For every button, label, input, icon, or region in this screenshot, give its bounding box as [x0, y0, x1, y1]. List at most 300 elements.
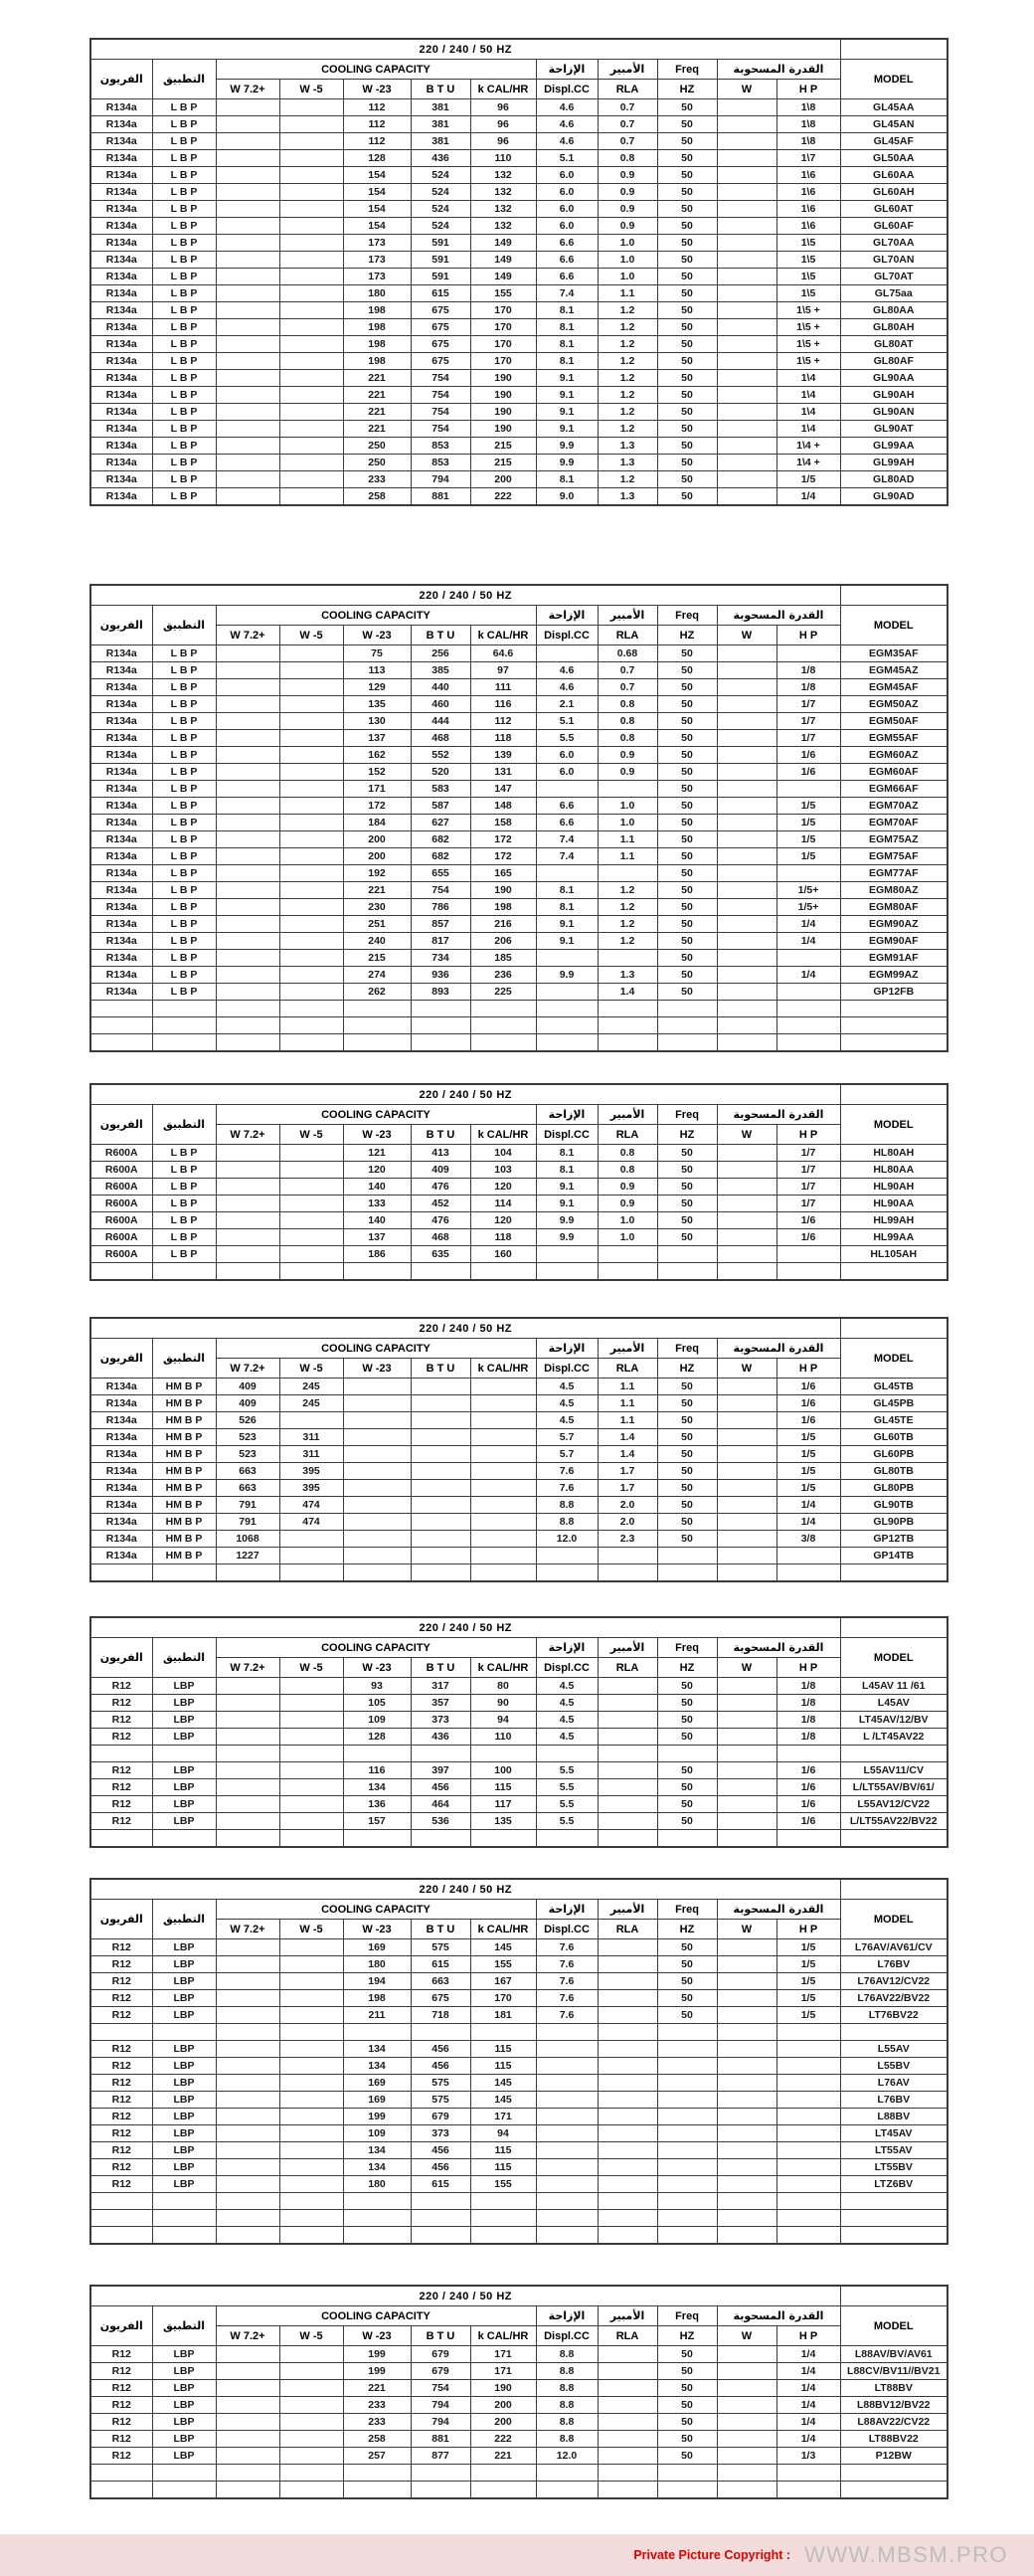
cell-kcal: 170 [470, 336, 536, 353]
cell-model: EGM50AF [840, 713, 948, 730]
cell-hp: 1\4 + [776, 438, 840, 455]
w72-header: W 7.2+ [216, 80, 279, 99]
cell-hp: 1\6 [776, 218, 840, 235]
cell-w72 [216, 218, 279, 235]
cell-app: L B P [152, 421, 216, 438]
cell-app: LBP [152, 2431, 216, 2448]
cell-btu: 464 [411, 1796, 470, 1813]
cell-rla: 0.7 [598, 662, 657, 679]
cell-btu: 655 [411, 865, 470, 882]
cell-btu [411, 1531, 470, 1548]
cell-model [840, 2193, 948, 2210]
cell-freon: R600A [90, 1196, 152, 1212]
cell-freon: R134a [90, 488, 152, 506]
cell-rla [598, 1990, 657, 2007]
cell-w5: 474 [279, 1514, 343, 1531]
cell-w23: 192 [343, 865, 411, 882]
cell-displ: 9.1 [536, 370, 598, 387]
cell-w23 [343, 1531, 411, 1548]
cell-hz: 50 [657, 150, 717, 167]
cell-w [717, 2092, 776, 2109]
cell-kcal: 118 [470, 1229, 536, 1246]
cell-model: GP12TB [840, 1531, 948, 1548]
cell-btu: 786 [411, 899, 470, 916]
cell-rla: 2.0 [598, 1497, 657, 1514]
cell-w [717, 387, 776, 404]
cell-model: HL99AH [840, 1212, 948, 1229]
cell-btu: 456 [411, 1779, 470, 1796]
cell-w23: 121 [343, 1145, 411, 1162]
cell-hz: 50 [657, 319, 717, 336]
cell-hp: 1/4 [776, 2397, 840, 2414]
spec-table-7 [89, 2285, 948, 2499]
cell-w23 [343, 1017, 411, 1034]
cell-rla [598, 2007, 657, 2024]
cell-btu: 381 [411, 116, 470, 133]
cell-rla: 1.3 [598, 455, 657, 471]
cell-app: LBP [152, 2380, 216, 2397]
table-row [90, 2109, 948, 2125]
table-row [90, 167, 948, 184]
voltage-header: 220 / 240 / 50 HZ [90, 1084, 840, 1105]
cell-hz: 50 [657, 235, 717, 252]
table-row [90, 336, 948, 353]
cell-hz: 50 [657, 2448, 717, 2465]
cell-model: GL80AT [840, 336, 948, 353]
cell-w [717, 471, 776, 488]
cell-model: GL50AA [840, 150, 948, 167]
cell-rla: 0.9 [598, 167, 657, 184]
cell-btu: 524 [411, 184, 470, 201]
cell-hp: 1/4 [776, 2380, 840, 2397]
cell-hz: 50 [657, 1463, 717, 1480]
cell-w [717, 2380, 776, 2397]
cell-model: L88AV22/CV22 [840, 2414, 948, 2431]
cell-hz: 50 [657, 1695, 717, 1712]
cell-w72 [216, 455, 279, 471]
cell-w5 [279, 1263, 343, 1281]
cell-rla [598, 1695, 657, 1712]
table-row [90, 781, 948, 798]
cell-model [840, 1017, 948, 1034]
cell-app: LBP [152, 2041, 216, 2058]
cell-w5 [279, 1695, 343, 1712]
cell-model: LT55AV [840, 2142, 948, 2159]
cell-w5 [279, 1017, 343, 1034]
voltage-header: 220 / 240 / 50 HZ [90, 1318, 840, 1339]
cell-hp: 1\5 + [776, 302, 840, 319]
cell-hz: 50 [657, 1145, 717, 1162]
cell-app: L B P [152, 848, 216, 865]
cell-freon: R134a [90, 1395, 152, 1412]
cell-w72 [216, 353, 279, 370]
cell-model [840, 2024, 948, 2041]
cell-w72 [216, 1729, 279, 1746]
cell-kcal: 190 [470, 404, 536, 421]
cell-w23: 184 [343, 815, 411, 831]
table-row [90, 2041, 948, 2058]
cell-model: GL60AT [840, 201, 948, 218]
cell-hp: 1/4 [776, 2414, 840, 2431]
cell-displ: 8.8 [536, 2346, 598, 2363]
cell-freon: R134a [90, 235, 152, 252]
displacement-header: الإزاحة [536, 606, 598, 626]
header-row-voltage [90, 1084, 948, 1105]
cell-freon: R12 [90, 2058, 152, 2075]
cell-freon: R134a [90, 1429, 152, 1446]
cell-app: L B P [152, 438, 216, 455]
cell-app: L B P [152, 252, 216, 269]
cell-w [717, 967, 776, 984]
cell-w23: 134 [343, 2159, 411, 2176]
cell-btu [411, 1480, 470, 1497]
cell-freon: R134a [90, 645, 152, 662]
cell-rla [598, 950, 657, 967]
cell-freon: R134a [90, 848, 152, 865]
cell-w [717, 899, 776, 916]
cell-hz: 50 [657, 218, 717, 235]
model-header-spacer [840, 2286, 948, 2306]
cell-hz: 50 [657, 1762, 717, 1779]
cell-model: EGM45AF [840, 679, 948, 696]
cell-w [717, 831, 776, 848]
cell-w72 [216, 336, 279, 353]
table-row [90, 679, 948, 696]
cell-displ: 5.1 [536, 150, 598, 167]
table-row [90, 1779, 948, 1796]
cell-displ: 4.5 [536, 1395, 598, 1412]
table-row [90, 2431, 948, 2448]
cell-freon [90, 1830, 152, 1848]
cooling-capacity-header: COOLING CAPACITY [216, 1339, 536, 1359]
cell-w23: 198 [343, 1990, 411, 2007]
cell-hz: 50 [657, 285, 717, 302]
cell-rla: 0.68 [598, 645, 657, 662]
cooling-capacity-header: COOLING CAPACITY [216, 1638, 536, 1658]
cell-rla: 1.3 [598, 967, 657, 984]
table-row [90, 2482, 948, 2499]
cell-w23: 128 [343, 1729, 411, 1746]
cell-app: L B P [152, 370, 216, 387]
cell-app: L B P [152, 679, 216, 696]
cell-displ: 8.8 [536, 2397, 598, 2414]
cell-w23 [343, 1412, 411, 1429]
cell-hz: 50 [657, 133, 717, 150]
cell-freon: R134a [90, 201, 152, 218]
cell-model: GL90AT [840, 421, 948, 438]
table-row [90, 1813, 948, 1830]
table-row [90, 2448, 948, 2465]
w72-header: W 7.2+ [216, 1359, 279, 1379]
rla-header: RLA [598, 80, 657, 99]
table-row [90, 1017, 948, 1034]
cell-w23: 134 [343, 2058, 411, 2075]
cell-hz: 50 [657, 1956, 717, 1973]
cell-displ [536, 1746, 598, 1762]
cell-w72 [216, 1712, 279, 1729]
cell-w72 [216, 302, 279, 319]
cell-kcal [470, 1001, 536, 1017]
cell-btu: 587 [411, 798, 470, 815]
cell-app: L B P [152, 662, 216, 679]
cell-model: EGM45AZ [840, 662, 948, 679]
cell-w5 [279, 831, 343, 848]
cell-w72 [216, 730, 279, 747]
cell-freon: R12 [90, 1762, 152, 1779]
cell-w [717, 1034, 776, 1052]
header-row-voltage [90, 1617, 948, 1638]
cell-displ [536, 2193, 598, 2210]
cell-btu: 675 [411, 353, 470, 370]
cell-hp [776, 1001, 840, 1017]
cell-w5 [279, 1746, 343, 1762]
cell-btu: 524 [411, 201, 470, 218]
w-header: W [717, 626, 776, 645]
cell-app: LBP [152, 2142, 216, 2159]
power-header: القدرة المسحوبة [717, 1900, 840, 1920]
cell-app: L B P [152, 269, 216, 285]
cell-hp [776, 2176, 840, 2193]
cell-hz: 50 [657, 899, 717, 916]
cell-freon: R134a [90, 865, 152, 882]
cell-app: HM B P [152, 1446, 216, 1463]
cell-w72 [216, 2092, 279, 2109]
cell-displ: 7.6 [536, 1956, 598, 1973]
cell-displ [536, 2142, 598, 2159]
cell-hz: 50 [657, 1990, 717, 2007]
cell-freon: R134a [90, 269, 152, 285]
cell-rla: 1.2 [598, 933, 657, 950]
power-header: القدرة المسحوبة [717, 606, 840, 626]
cell-w72 [216, 1678, 279, 1695]
cell-hp: 1\5 [776, 252, 840, 269]
cell-w [717, 2007, 776, 2024]
cell-app: HM B P [152, 1463, 216, 1480]
cell-model [840, 1830, 948, 1848]
cell-hz: 50 [657, 1514, 717, 1531]
cell-app: L B P [152, 1145, 216, 1162]
cell-btu: 591 [411, 252, 470, 269]
table-row [90, 899, 948, 916]
cell-model: GL90AA [840, 370, 948, 387]
hp-header: H P [776, 1920, 840, 1939]
cell-w23: 221 [343, 370, 411, 387]
table-row [90, 2092, 948, 2109]
rla-header: RLA [598, 2326, 657, 2346]
cell-freon: R134a [90, 1446, 152, 1463]
table-row [90, 2465, 948, 2482]
cell-app: HM B P [152, 1497, 216, 1514]
cell-app: LBP [152, 1695, 216, 1712]
cell-app: L B P [152, 319, 216, 336]
header-row-voltage [90, 1318, 948, 1339]
cell-kcal: 94 [470, 1712, 536, 1729]
cell-hz: 50 [657, 201, 717, 218]
cell-w5: 245 [279, 1395, 343, 1412]
cell-w [717, 1001, 776, 1017]
cell-w23 [343, 2465, 411, 2482]
cell-w72 [216, 2075, 279, 2092]
cell-w72 [216, 1246, 279, 1263]
cell-app [152, 1034, 216, 1052]
cell-w23: 199 [343, 2109, 411, 2125]
ampere-header: الأمبير [598, 2306, 657, 2326]
cell-kcal: 115 [470, 2159, 536, 2176]
cell-w72 [216, 438, 279, 455]
model-header: MODEL [840, 1900, 948, 1939]
cell-btu: 583 [411, 781, 470, 798]
cell-btu: 754 [411, 421, 470, 438]
cell-w23: 173 [343, 269, 411, 285]
w5-header: W -5 [279, 626, 343, 645]
cell-hz: 50 [657, 2431, 717, 2448]
cell-w [717, 848, 776, 865]
cell-rla: 1.7 [598, 1480, 657, 1497]
cell-model: L45AV 11 /61 [840, 1678, 948, 1695]
btu-header: B T U [411, 1125, 470, 1145]
cell-btu [411, 2210, 470, 2227]
cell-btu: 794 [411, 2414, 470, 2431]
cell-rla: 0.9 [598, 1196, 657, 1212]
table-row [90, 950, 948, 967]
header-row-columns [90, 1658, 948, 1678]
cell-hp [776, 2193, 840, 2210]
cell-app: L B P [152, 1179, 216, 1196]
header-row-columns [90, 80, 948, 99]
cell-hp: 1/6 [776, 1762, 840, 1779]
cell-w [717, 2465, 776, 2482]
cell-kcal: 64.6 [470, 645, 536, 662]
cell-w72 [216, 1212, 279, 1229]
table-row [90, 645, 948, 662]
cell-hp: 1/4 [776, 967, 840, 984]
cell-rla [598, 1973, 657, 1990]
cell-btu: 575 [411, 2075, 470, 2092]
cell-w5 [279, 1729, 343, 1746]
cell-kcal: 132 [470, 167, 536, 184]
table-row [90, 1973, 948, 1990]
cell-hz [657, 2125, 717, 2142]
cell-btu [411, 1446, 470, 1463]
cell-w72 [216, 865, 279, 882]
cell-hp: 1/8 [776, 1678, 840, 1695]
cell-kcal: 171 [470, 2363, 536, 2380]
table-row [90, 99, 948, 116]
cell-app: L B P [152, 488, 216, 506]
cell-w23: 180 [343, 2176, 411, 2193]
cell-hp: 1\5 + [776, 353, 840, 370]
spec-table-3 [89, 1083, 948, 1281]
cell-model: GL90TB [840, 1497, 948, 1514]
cell-w5: 395 [279, 1463, 343, 1480]
cell-w23: 257 [343, 2448, 411, 2465]
header-row-voltage [90, 585, 948, 606]
cell-app: LBP [152, 2007, 216, 2024]
cell-rla [598, 2159, 657, 2176]
cell-model: L55AV12/CV22 [840, 1796, 948, 1813]
cell-w [717, 2041, 776, 2058]
cell-w [717, 1729, 776, 1746]
cell-freon: R134a [90, 387, 152, 404]
cell-app: L B P [152, 747, 216, 764]
cell-hz: 50 [657, 848, 717, 865]
cell-app: LBP [152, 2346, 216, 2363]
cell-rla [598, 1746, 657, 1762]
cell-displ: 4.6 [536, 133, 598, 150]
table-row [90, 2193, 948, 2210]
model-header-spacer [840, 1617, 948, 1638]
cell-app: LBP [152, 1973, 216, 1990]
table-row [90, 1531, 948, 1548]
header-row-voltage [90, 2286, 948, 2306]
cell-hz: 50 [657, 781, 717, 798]
cell-rla [598, 2448, 657, 2465]
cell-hp: 1\8 [776, 116, 840, 133]
voltage-header: 220 / 240 / 50 HZ [90, 585, 840, 606]
voltage-header: 220 / 240 / 50 HZ [90, 1879, 840, 1900]
cell-hz [657, 2075, 717, 2092]
cell-btu: 635 [411, 1246, 470, 1263]
cell-displ: 8.1 [536, 319, 598, 336]
cell-freon [90, 2227, 152, 2245]
cell-displ: 9.1 [536, 1196, 598, 1212]
cell-displ: 7.6 [536, 1973, 598, 1990]
cell-displ: 9.0 [536, 488, 598, 506]
cell-btu: 893 [411, 984, 470, 1001]
cell-w5 [279, 1412, 343, 1429]
cell-rla [598, 1263, 657, 1281]
cell-w [717, 184, 776, 201]
w72-header: W 7.2+ [216, 1920, 279, 1939]
header-row-columns [90, 1920, 948, 1939]
cell-w23 [343, 1395, 411, 1412]
cell-w23: 169 [343, 2075, 411, 2092]
cell-w [717, 1813, 776, 1830]
table-row [90, 713, 948, 730]
cell-kcal: 221 [470, 2448, 536, 2465]
cell-hz: 50 [657, 1939, 717, 1956]
table-row [90, 1729, 948, 1746]
cell-kcal: 167 [470, 1973, 536, 1990]
cell-w72 [216, 184, 279, 201]
cell-freon [90, 2482, 152, 2499]
cell-hz [657, 1746, 717, 1762]
cell-app: LBP [152, 2092, 216, 2109]
cell-displ: 4.6 [536, 99, 598, 116]
cell-w [717, 1179, 776, 1196]
cell-w5 [279, 1939, 343, 1956]
cell-displ [536, 2465, 598, 2482]
cell-kcal [470, 1830, 536, 1848]
cell-kcal [470, 1746, 536, 1762]
ampere-header: الأمبير [598, 1105, 657, 1125]
cell-hp: 1/8 [776, 1729, 840, 1746]
table-row [90, 1246, 948, 1263]
cell-displ: 5.5 [536, 1796, 598, 1813]
cell-freon: R600A [90, 1145, 152, 1162]
cell-kcal [470, 1514, 536, 1531]
cell-freon: R134a [90, 950, 152, 967]
cell-freon: R12 [90, 2109, 152, 2125]
cell-kcal: 190 [470, 370, 536, 387]
w23-header: W -23 [343, 1125, 411, 1145]
cell-freon: R134a [90, 421, 152, 438]
cell-kcal: 200 [470, 2414, 536, 2431]
cell-model: GP12FB [840, 984, 948, 1001]
cell-w23: 258 [343, 488, 411, 506]
cell-app: L B P [152, 1212, 216, 1229]
cell-w [717, 1678, 776, 1695]
